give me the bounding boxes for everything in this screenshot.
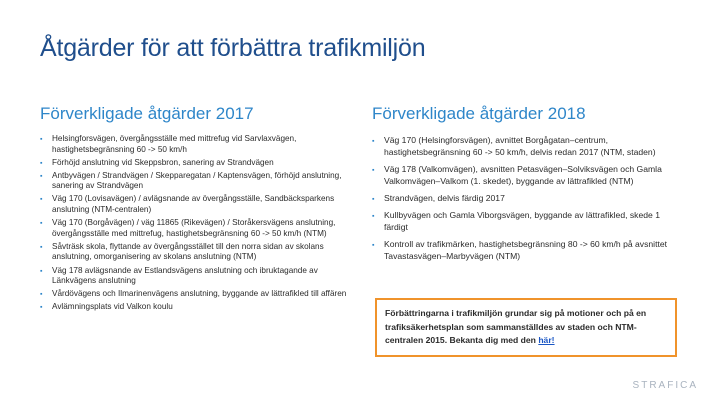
column-2017	[40, 104, 358, 315]
list-2018	[372, 134, 672, 262]
slide-title: Åtgärder för att förbättra trafikmiljön	[40, 34, 426, 62]
list-item: ▪ Såvträsk skola, flyttande av övergångsstället till den norra sidan av skolans anslutning, omorganisering av skolans anslutning (NTM)	[40, 242, 358, 263]
list-item: ▪ Strandvägen, delvis färdig 2017	[372, 192, 672, 204]
notice-box	[375, 298, 677, 357]
list-item: ▪ Väg 170 (Borgåvägen) / väg 11865 (Rikevägen) / Storåkersvägens anslutning, övergångsställe med mittrefug, hastighetsbegränsning 60 -> 50 km/h (NTM)	[40, 218, 358, 239]
list-item: ▪ Antbyvägen / Strandvägen / Skepparegatan / Kaptensvägen, förhöjd anslutning, sanering av Strandvägen	[40, 171, 358, 192]
list-item: ▪ Väg 170 (Lovisavägen) / avlägsnande av övergångsställe, Sandbäcksparkens anslutning (NTM-centralen)	[40, 194, 358, 215]
notice-text: Förbättringarna i trafikmiljön grundar sig på motioner och på en trafiksäkerhetsplan som sammanställdes av staden och NTM-centralen 2015. Bekanta dig med den	[385, 308, 647, 345]
list-2017	[40, 134, 358, 313]
list-item: ▪ Förhöjd anslutning vid Skeppsbron, sanering av Strandvägen	[40, 158, 358, 169]
list-item: ▪ Vårdövägens och Ilmarinenvägens anslutning, byggande av lättrafikled till affären	[40, 289, 358, 300]
heading-2018: Förverkligade åtgärder 2018	[372, 104, 586, 123]
list-item: ▪ Kullbyvägen och Gamla Viborgsvägen, byggande av lättrafikled, skede 1 färdigt	[372, 209, 672, 233]
heading-2017: Förverkligade åtgärder 2017	[40, 104, 254, 123]
list-item: ▪ Väg 170 (Helsingforsvägen), avnittet Borgågatan–centrum, hastighetsbegränsning 60 -> 50 km/h, delvis redan 2017 (NTM, staden)	[372, 134, 672, 158]
column-2018	[372, 104, 672, 267]
brand-logo: STRAFICA	[632, 380, 698, 391]
notice-link[interactable]: här!	[538, 335, 555, 345]
list-item: ▪ Kontroll av trafikmärken, hastighetsbegränsning 80 -> 60 km/h på avsnittet Tavastasvägen–Marbyvägen (NTM)	[372, 238, 672, 262]
list-item: ▪ Väg 178 (Valkomvägen), avsnitten Petasvägen–Solviksvägen och Gamla Valkomvägen–Valkom (1. skedet), byggande av lättrafikled (NTM)	[372, 163, 672, 187]
list-item: ▪ Helsingforsvägen, övergångsställe med mittrefug vid Sarvlaxvägen, hastighetsbegränsning 60 -> 50 km/h	[40, 134, 358, 155]
list-item: ▪ Avlämningsplats vid Valkon koulu	[40, 302, 358, 313]
list-item: ▪ Väg 178 avlägsnande av Estlandsvägens anslutning och ibruktagande av Länkvägens anslutning	[40, 266, 358, 287]
